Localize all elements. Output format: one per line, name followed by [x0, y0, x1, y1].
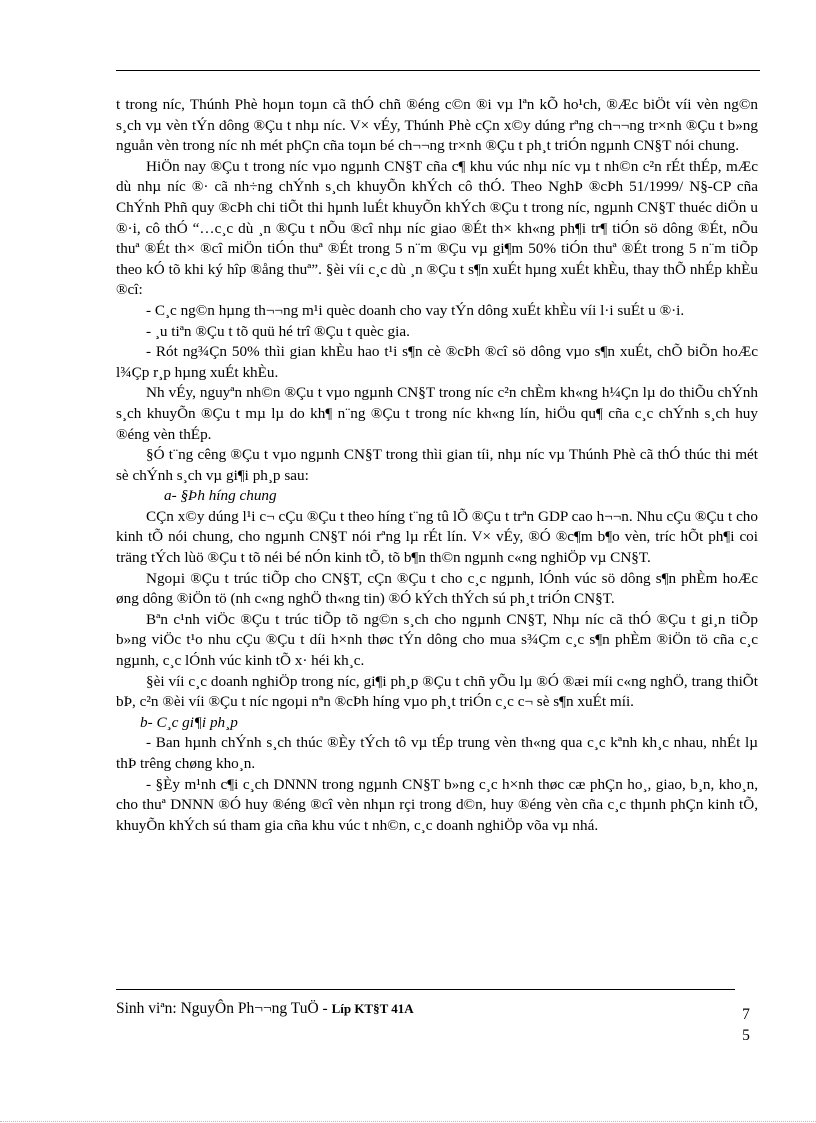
- bullet-5: - §Èy m¹nh c¶i c¸ch DNNN trong ngµnh CN§T b»ng c¸c h×nh thøc cæ phÇn ho¸, giao, b¸n, kho¸n, cho thuª DNNN ®Ó huy ®éng ®cî vèn nhµn rçi trong d©n, huy ®éng vèn cña c¸c thµnh phÇn kinh tÕ, khuyÕn khÝch sú tham gia cña khu vúc t nh©n, c¸c doanh nghiÖp võa vµ nhá.: [116, 775, 758, 834]
- bullet-1: - C¸c ng©n hµng th¬¬ng m¹i quèc doanh cho vay tÝn dông xuÉt khÈu víi l·i suÉt u ®·i.: [146, 301, 685, 319]
- bullet-2: - ¸u tiªn ®Çu t tõ quü hé trî ®Çu t quèc gia.: [146, 322, 410, 340]
- paragraph-4: §Ó t¨ng cêng ®Çu t vµo ngµnh CN§T trong thìi gian tíi, nhµ níc vµ Thúnh Phè cã thÓ thúc thi mét sè chÝnh s¸ch vµ gi¶i ph¸p sau:: [116, 446, 758, 484]
- footer-student: Sinh viªn: NguyÔn Ph¬¬ng TuÖ -: [116, 1000, 332, 1017]
- paragraph-6: Ngoµi ®Çu t trúc tiÕp cho CN§T, cÇn ®Çu t cho c¸c ngµnh, lÓnh vúc sö dông s¶n phÈm hoÆc øng dông ®iÖn tö (nh c«ng nghÖ th«ng tin) ®Ó kÝch thÝch sú ph¸t triÓn CN§T.: [116, 569, 758, 608]
- page-number: [739, 1004, 753, 1046]
- paragraph-3: Nh vÉy, nguyªn nh©n ®Çu t vµo ngµnh CN§T trong níc c²n chÈm kh«ng h¼Çn lµ do thiÕu chÝnh s¸ch khuyÕn ®Çu t mµ lµ do kh¶ n¨ng ®Çu t trong níc kh«ng lín, hiÖu qu¶ cña c¸c chÝnh s¸ch huy ®éng vèn thÉp.: [116, 384, 758, 443]
- footer-rule: [116, 989, 735, 990]
- footer: [116, 1000, 414, 1018]
- header-rule: [116, 70, 760, 71]
- page-edge-divider: [0, 1121, 816, 1122]
- page-number-line-1: 7: [742, 1006, 750, 1023]
- document-body: [116, 95, 758, 836]
- paragraph-5: CÇn x©y dúng l¹i c¬ cÇu ®Çu t theo híng t¨ng tû lÕ ®Çu t trªn GDP cao h¬¬n. Nhu cÇu ®Çu t cho kinh tÕ nói chung, cho ngµnh CN§T nói rªng lµ rÉt lín. V× vÉy, ®Ó ®c¶m b¶o vèn, tríc hÕt ph¶i coi träng tÝch lùö ®Çu t tõ néi bé nÓn kinh tÕ, tõ b¶n th©n ngµnh c«ng nghiÖp vµ CN§T.: [116, 507, 758, 567]
- subheading-b: b- C¸c gi¶i ph¸p: [140, 713, 238, 731]
- paragraph-8: §èi víi c¸c doanh nghiÖp trong níc, gi¶i ph¸p ®Çu t chñ yÕu lµ ®Ó ®æi míi c«ng nghÖ, trang thiÕt bÞ, c²n ®èi víi ®Çu t níc ngoµi nªn ®cÞh híng vµo ph¸t triÓn c¸c c¬ sè s¶n xuÉt míi.: [116, 672, 758, 711]
- page-number-line-2: 5: [742, 1027, 750, 1044]
- bullet-4: - Ban hµnh chÝnh s¸ch thúc ®Èy tÝch tô vµ tÉp trung vèn th«ng qua c¸c kªnh kh¸c nhau, nhÉt lµ thÞ trêng chøng kho¸n.: [116, 734, 758, 772]
- subheading-a: a- §Þh híng chung: [164, 487, 277, 505]
- paragraph-2: HiÖn nay ®Çu t trong níc vµo ngµnh CN§T cña c¶ khu vúc nhµ níc vµ t nh©n c²n rÉt thÉp, mÆc dù nhµ níc ®· cã nh÷ng chÝnh s¸ch khuyÕn khÝch cô thÓ. Theo NghÞ ®cÞh 51/1999/ N§-CP cña ChÝnh Phñ quy ®cÞh chi tiÕt thi hµnh luÉt khuyÕn khÝch ®Çu t trong níc, ngµnh CN§T thuéc diÖn u ®·i, cô thÓ “…c¸c dù ¸n ®Çu t nÕu ®cî nhµ níc giao ®Ét th× kh«ng ph¶i tr¶ tiÓn sö dông ®Ét, nÕu thuª ®Ét th× ®cî miÖn tiÓn thuª ®Ét trong 5 n¨m ®Çu vµ gi¶m 50% tiÓn thuª ®Ét trong 5 n¨m tiÕp theo kÓ tõ khi ký hîp ®ång thuª”. §èi víi c¸c dù ¸n ®Çu t s¶n xuÉt hµng xuÉt khÈu, thay thÕ nhÉp khÈu ®cî:: [116, 157, 758, 299]
- footer-class: Líp KT§T 41A: [331, 1001, 414, 1016]
- paragraph-1: t trong níc, Thúnh Phè hoµn toµn cã thÓ chñ ®éng c©n ®i vµ lªn kÕ ho¹ch, ®Æc biÖt víi vèn ng©n s¸ch vµ vèn tÝn dông ®Çu t nhµ níc. V× vÉy, Thúnh Phè cÇn x©y dúng rªng ch¬¬ng tr×nh ®Çu t b»ng nguån vèn trong níc nh mét phÇn cña toµn bé ch¬¬ng tr×nh ®Çu t ph¸t triÓn ngµnh CN§T nói chung.: [116, 96, 758, 155]
- bullet-3: - Rót ng¾Çn 50% thìi gian khÈu hao t¹i s¶n cè ®cÞh ®cî sö dông vµo s¶n xuÉt, chÕ biÕn hoÆc l¾Çp r¸p hµng xuÉt khÈu.: [116, 343, 758, 381]
- paragraph-7: Bªn c¹nh viÖc ®Çu t trúc tiÕp tõ ng©n s¸ch cho ngµnh CN§T, Nhµ níc cã thÓ ®Çu t gi¸n tiÕp b»ng viÖc t¹o nhu cÇu ®Çu t díi h×nh thøc tÝn dông cho mua s¾Çm c¸c s¶n phÈm ®iÖn tö cña c¸c ngµnh, c¸c lÓnh vúc kinh tÕ x· héi kh¸c.: [116, 610, 758, 670]
